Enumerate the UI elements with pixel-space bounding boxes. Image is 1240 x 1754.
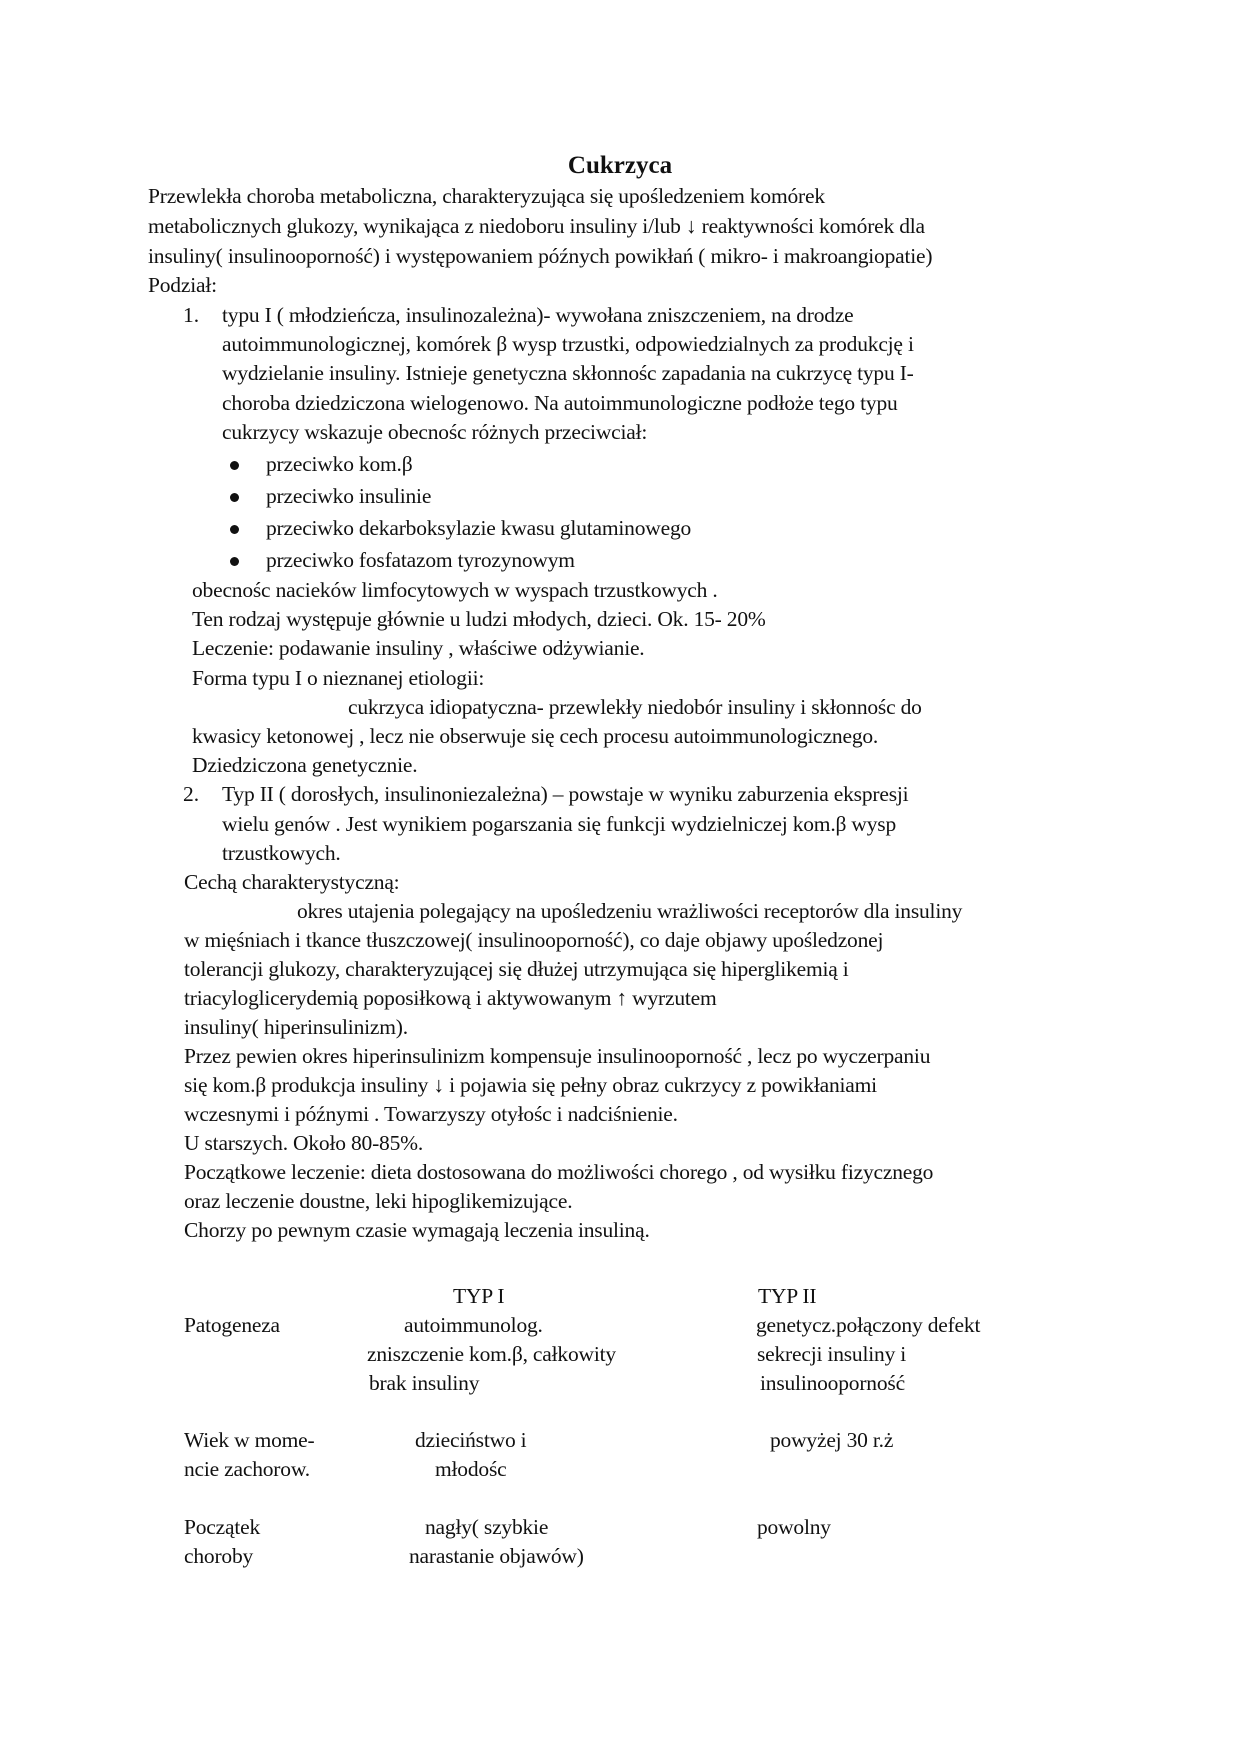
column-header-typ2: TYP II xyxy=(758,1284,817,1308)
list-number: 1. xyxy=(183,303,200,327)
cell-typ1: narastanie objawów) xyxy=(409,1544,584,1568)
column-header-typ1: TYP I xyxy=(453,1284,505,1308)
bullet-icon xyxy=(230,461,239,470)
list-item-line: autoimmunologicznej, komórek β wysp trzustki, odpowiedzialnych za produkcję i xyxy=(222,332,914,356)
paragraph-line: Ten rodzaj występuje głównie u ludzi młodych, dzieci. Ok. 15- 20% xyxy=(192,607,766,631)
row-label: Wiek w mome- xyxy=(184,1428,315,1452)
row-label: ncie zachorow. xyxy=(184,1457,310,1481)
paragraph-line: oraz leczenie doustne, leki hipoglikemizujące. xyxy=(184,1189,573,1213)
paragraph-line: Chorzy po pewnym czasie wymagają leczenia insuliną. xyxy=(184,1218,650,1242)
bullet-item: przeciwko kom.β xyxy=(266,452,413,476)
cell-typ2: powyżej 30 r.ż xyxy=(770,1428,894,1452)
paragraph-line: triacyloglicerydemią poposiłkową i aktywowanym ↑ wyrzutem xyxy=(184,986,717,1010)
section-label: Cechą charakterystyczną: xyxy=(184,870,400,894)
intro-line: Przewlekła choroba metaboliczna, charakteryzująca się upośledzeniem komórek xyxy=(148,184,825,208)
cell-typ2: genetycz.połączony defekt xyxy=(756,1313,981,1337)
list-item-line: cukrzycy wskazuje obecnośc różnych przeciwciał: xyxy=(222,420,648,444)
cell-typ1: brak insuliny xyxy=(369,1371,480,1395)
paragraph-line: okres utajenia polegający na upośledzeniu wrażliwości receptorów dla insuliny xyxy=(297,899,963,923)
list-number: 2. xyxy=(183,782,200,806)
list-item-line: wydzielanie insuliny. Istnieje genetyczna skłonnośc zapadania na cukrzycę typu I- xyxy=(222,361,914,385)
cell-typ2: powolny xyxy=(757,1515,831,1539)
paragraph-line: obecnośc nacieków limfocytowych w wyspach trzustkowych . xyxy=(192,578,718,602)
bullet-icon xyxy=(230,557,239,566)
cell-typ2: sekrecji insuliny i xyxy=(757,1342,907,1366)
list-item-line: trzustkowych. xyxy=(222,841,341,865)
bullet-icon xyxy=(230,493,239,502)
cell-typ1: dzieciństwo i xyxy=(415,1428,527,1452)
bullet-icon xyxy=(230,525,239,534)
cell-typ2: insulinooporność xyxy=(760,1371,905,1395)
row-label: choroby xyxy=(184,1544,254,1568)
bullet-item: przeciwko insulinie xyxy=(266,484,432,508)
cell-typ1: młodośc xyxy=(435,1457,507,1481)
paragraph-line: Przez pewien okres hiperinsulinizm kompensuje insulinooporność , lecz po wyczerpaniu xyxy=(184,1044,931,1068)
paragraph-line: kwasicy ketonowej , lecz nie obserwuje się cech procesu autoimmunologicznego. xyxy=(192,724,879,748)
bullet-item: przeciwko fosfatazom tyrozynowym xyxy=(266,548,575,572)
list-item-line: typu I ( młodzieńcza, insulinozależna)- wywołana zniszczeniem, na drodze xyxy=(222,303,854,327)
cell-typ1: autoimmunolog. xyxy=(404,1313,543,1337)
paragraph-line: tolerancji glukozy, charakteryzującej się dłużej utrzymująca się hiperglikemią i xyxy=(184,957,849,981)
list-item-line: choroba dziedziczona wielogenowo. Na autoimmunologiczne podłoże tego typu xyxy=(222,391,898,415)
paragraph-line: Dziedziczona genetycznie. xyxy=(192,753,418,777)
row-label: Początek xyxy=(184,1515,261,1539)
paragraph-line: U starszych. Około 80-85%. xyxy=(184,1131,424,1155)
paragraph-line: Leczenie: podawanie insuliny , właściwe odżywianie. xyxy=(192,636,645,660)
paragraph-line: Forma typu I o nieznanej etiologii: xyxy=(192,666,485,690)
section-label: Podział: xyxy=(148,273,217,297)
intro-line: insuliny( insulinooporność) i występowaniem późnych powikłań ( mikro- i makroangiopatie) xyxy=(148,244,933,268)
row-label: Patogeneza xyxy=(184,1313,280,1337)
list-item-line: Typ II ( dorosłych, insulinoniezależna) – powstaje w wyniku zaburzenia ekspresji xyxy=(222,782,909,806)
paragraph-line: cukrzyca idiopatyczna- przewlekły niedobór insuliny i skłonnośc do xyxy=(348,695,922,719)
bullet-item: przeciwko dekarboksylazie kwasu glutaminowego xyxy=(266,516,692,540)
paragraph-line: wczesnymi i późnymi . Towarzyszy otyłośc i nadciśnienie. xyxy=(184,1102,678,1126)
paragraph-line: się kom.β produkcja insuliny ↓ i pojawia się pełny obraz cukrzycy z powikłaniami xyxy=(184,1073,877,1097)
paragraph-line: Początkowe leczenie: dieta dostosowana do możliwości chorego , od wysiłku fizycznego xyxy=(184,1160,934,1184)
cell-typ1: zniszczenie kom.β, całkowity xyxy=(367,1342,616,1366)
list-item-line: wielu genów . Jest wynikiem pogarszania się funkcji wydzielniczej kom.β wysp xyxy=(222,812,897,836)
page-title: Cukrzyca xyxy=(567,152,673,179)
intro-line: metabolicznych glukozy, wynikająca z niedoboru insuliny i/lub ↓ reaktywności komórek dla xyxy=(148,214,925,238)
cell-typ1: nagły( szybkie xyxy=(425,1515,549,1539)
paragraph-line: w mięśniach i tkance tłuszczowej( insulinooporność), co daje objawy upośledzonej xyxy=(184,928,884,952)
paragraph-line: insuliny( hiperinsulinizm). xyxy=(184,1015,408,1039)
